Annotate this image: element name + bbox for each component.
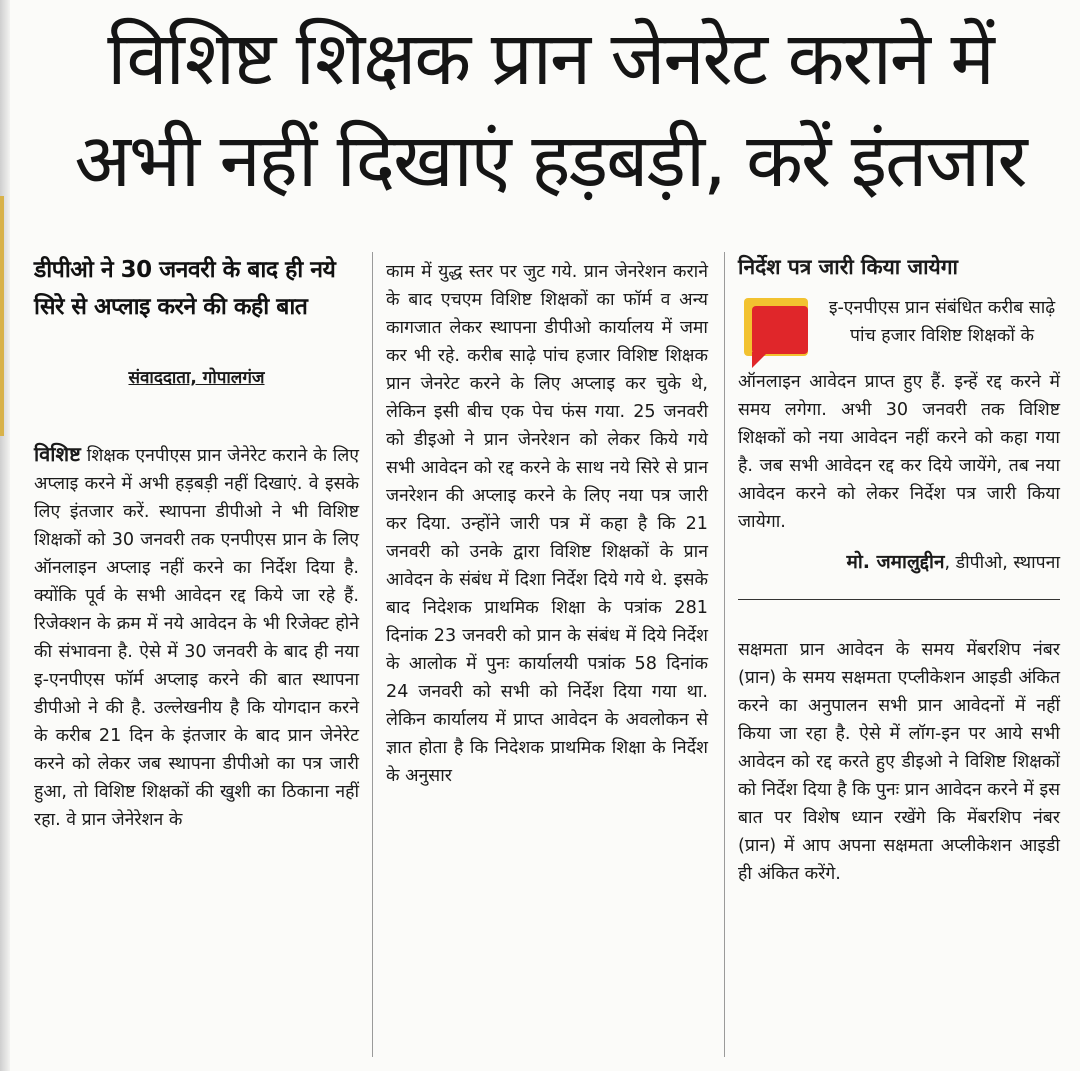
box-divider [738, 599, 1060, 600]
article-body-left [34, 440, 359, 834]
byline: संवाददाता, गोपालगंज [128, 368, 265, 388]
article-body-right: सक्षमता प्रान आवेदन के समय मेंबरशिप नंबर (प्रान) के समय सक्षमता एप्लीकेशन आइडी अंकित करने का अनुपालन सभी प्रान आवेदनों में नहीं किया जा रहा है. ऐसे में लॉग-इन पर आये सभी आवेदन को रद्द करते हुए डीइओ ने विशिष्ट शिक्षकों को निर्देश दिया है कि पुनः प्रान आवेदन करने में इस बात पर विशेष ध्यान रखेंगे कि मेंबरशिप नंबर (प्रान) में आप अपना सक्षमता अप्लीकेशन आइडी ही अंकित करेंगे. [738, 640, 1060, 884]
page-edge-mark [0, 196, 4, 436]
right-column [738, 252, 1060, 888]
speech-bubble-quote-icon [738, 298, 818, 368]
article-body-middle: काम में युद्ध स्तर पर जुट गये. प्रान जेनरेशन कराने के बाद एचएम विशिष्ट शिक्षकों का फॉर्म व अन्य कागजात लेकर स्थापना डीपीओ कार्यालय में जमा कर भी रहे. करीब साढ़े पांच हजार विशिष्ट शिक्षक प्रान जेनरेट करने के लिए अप्लाइ कर चुके थे, लेकिन इसी बीच एक पेच फंस गया. 25 जनवरी को डीइओ ने प्रान जेनरेशन को लेकर किये गये सभी आवेदन को रद्द करने के साथ नये सिरे से प्रान जनरेशन की अप्लाइ करने के लिए नया पत्र जारी कर दिया. उन्होंने जारी पत्र में कहा है कि 21 जनवरी को उनके द्वारा विशिष्ट शिक्षकों के प्रान आवेदन के संबंध में दिशा निर्देश दिये गये थे. इसके बाद निदेशक प्राथमिक शिक्षा के पत्रांक 281 दिनांक 23 जनवरी को प्रान के संबंध में दिये निर्देश के आलोक में पुनः कार्यालयी पत्रांक 58 दिनांक 24 जनवरी को सभी को निर्देश दिया गया था. लेकिन कार्यालय में प्राप्त आवेदन के अवलोकन से ज्ञात होता है कि निदेशक प्राथमिक शिक्षा के निर्देश के अनुसार [386, 262, 708, 786]
quote-intro: इ-एनपीएस प्रान संबंधित करीब साढ़े पांच हजार विशिष्ट शिक्षकों के [828, 298, 1056, 346]
column-divider-1 [372, 252, 373, 1057]
box-heading: निर्देश पत्र जारी किया जायेगा [738, 255, 958, 279]
attribution-role: , डीपीओ, स्थापना [944, 553, 1060, 573]
headline [30, 8, 1070, 212]
attribution-name: मो. जमालुद्दीन [846, 551, 945, 573]
quote-text: ऑनलाइन आवेदन प्राप्त हुए हैं. इन्हें रद्द करने में समय लगेगा. अभी 30 जनवरी तक विशिष्ट शिक्षकों को नया आवेदन नहीं करने को कहा गया है. जब सभी आवेदन रद्द कर दिये जायेंगे, तब नया आवेदन करने को लेकर निर्देश पत्र जारी किया जायेगा. [738, 372, 1060, 532]
left-body-text: शिक्षक एनपीएस प्रान जेनेरेट कराने के लिए अप्लाइ करने में अभी हड़बड़ी नहीं दिखाएं. वे इसके लिए इंतजार करें. स्थापना डीपीओ ने भी विशिष्ट शिक्षकों को 30 जनवरी तक एनपीएस प्रान के लिए ऑनलाइन अप्लाइ नहीं करने का निर्देश दिया है. क्योंकि पूर्व के सभी आवेदन रद्द किये जा रहे हैं. रिजेक्शन के क्रम में नये आवेदन के भी रिजेक्ट होने की संभावना है. ऐसे में 30 जनवरी के बाद ही नया इ-एनपीएस फॉर्म अप्लाइ करने की बात स्थापना डीपीओ ने की है. उल्लेखनीय है कि योगदान करने के करीब 21 दिन के इंतजार के बाद प्रान जेनेरेट करने को लेकर जब स्थापना डीपीओ का पत्र जारी हुआ, तो विशिष्ट शिक्षकों की खुशी का ठिकाना नहीं रहा. वे प्रान जेनेरेशन के [34, 446, 359, 830]
middle-column [386, 258, 708, 790]
column-divider-2 [724, 252, 725, 1057]
lead-word: विशिष्ट [34, 442, 81, 466]
headline-line-2: अभी नहीं दिखाएं हड़बड़ी, करें इंतजार [74, 118, 1026, 204]
left-column [34, 252, 359, 834]
subheading: डीपीओ ने 30 जनवरी के बाद ही नये सिरे से अप्लाइ करने की कही बात [34, 257, 336, 320]
quote-attribution [738, 548, 1060, 577]
headline-line-1: विशिष्ट शिक्षक प्रान जेनरेट कराने में [107, 16, 993, 102]
page-edge-strip [0, 0, 10, 1071]
quote-box [738, 294, 1060, 536]
